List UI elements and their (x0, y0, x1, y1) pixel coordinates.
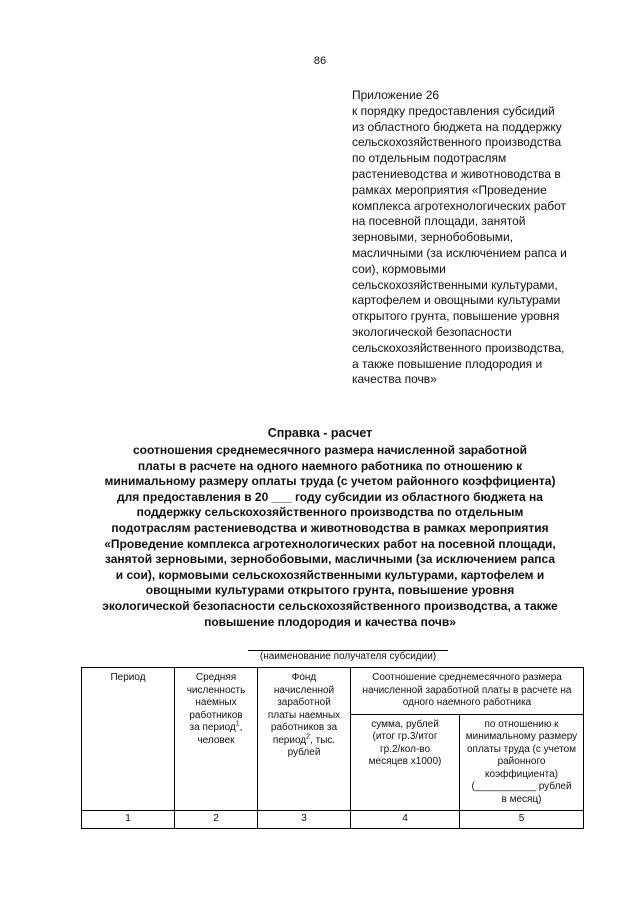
subtitle-line: для предоставления в 20 ___ году субсидии из областного бюджета на (117, 489, 543, 504)
subtitle-line: и сои), кормовыми сельскохозяйственными культурами, картофелем и (115, 567, 545, 582)
page-number: 86 (313, 55, 327, 67)
appendix-line: к порядку предоставления субсидий (352, 103, 555, 118)
calculation-table (81, 667, 584, 829)
header-avg-workers: Средняя численность наемных работников за период$^1$, человек (175, 668, 258, 811)
appendix-line: зерновыми, зернобобовыми, (352, 230, 514, 245)
header-salary-ratio-group: Соотношение среднемесячного размера начисленной заработной платы в расчете на одного наемного работника (351, 668, 584, 715)
column-number: 4 (351, 811, 460, 829)
appendix-line: качества почв» (352, 372, 437, 387)
subtitle-line: овощными культурами открытого грунта, повышение уровня (145, 583, 515, 598)
subtitle-line: платы в расчете на одного наемного работника по отношению к (137, 458, 523, 473)
appendix-line: Приложение 26 (352, 88, 440, 102)
appendix-line: масличными (за исключением рапса и (352, 245, 567, 260)
appendix-line: а также повышение плодородия и (352, 356, 543, 371)
appendix-header (352, 88, 612, 388)
appendix-line: комплекса агротехнологических работ (352, 198, 567, 213)
subtitle-line: повышение плодородия и качества почв» (204, 614, 456, 629)
table-column-numbers-row (82, 811, 584, 829)
subtitle-line: «Проведение комплекса агротехнологических работ на посевной площади, (104, 536, 556, 551)
appendix-line: на посевной площади, занятой (352, 214, 526, 229)
subtitle-line: минимальному размеру оплаты труда (с учетом районного коэффициента) (104, 474, 556, 489)
appendix-line: сельскохозяйственного производства, (352, 340, 565, 355)
appendix-line: рамках мероприятия «Проведение (352, 182, 547, 197)
appendix-line: картофелем и овощными культурами (352, 293, 561, 308)
appendix-line: сои), кормовыми (352, 261, 446, 276)
subtitle-line: занятой зерновыми, зернобобовыми, масличными (за исключением рапса (104, 552, 556, 567)
appendix-line: сельскохозяйственными культурами, (352, 277, 558, 292)
recipient-label: (наименование получателя субсидии) (259, 651, 437, 662)
header-period: Период (82, 668, 175, 811)
document-title: Справка - расчет (267, 426, 373, 440)
subtitle-line: подотраслям растениеводства и животноводства в рамках мероприятия (111, 520, 549, 535)
table-header-row (82, 668, 584, 715)
appendix-line: из областного бюджета на поддержку (352, 119, 562, 134)
subtitle-line: экологической безопасности сельскохозяйственного производства, а также (102, 598, 558, 613)
column-number: 2 (175, 811, 258, 829)
appendix-line: открытого грунта, повышение уровня (352, 309, 560, 324)
subtitle-line: поддержку сельскохозяйственного производства по отдельным (136, 505, 524, 520)
header-sum-rubles: сумма, рублей (итог гр.3/итог гр.2/кол-во месяцев х1000) (351, 714, 460, 811)
appendix-line: экологической безопасности (352, 324, 512, 339)
subtitle-line: соотношения среднемесячного размера начисленной заработной (132, 443, 528, 457)
column-number: 1 (82, 811, 175, 829)
header-ratio-to-minimum-wage: по отношению к минимальному размеру оплаты труда (с учетом районного коэффициента) (___________ рублей в месяц) (460, 714, 584, 811)
column-number: 5 (460, 811, 584, 829)
appendix-line: по отдельным подотраслям (352, 151, 507, 166)
document-subtitle (60, 443, 600, 630)
column-number: 3 (258, 811, 351, 829)
appendix-line: растениеводства и животноводства в (352, 166, 561, 181)
header-payroll-fund: Фонд начисленной заработной платы наемных работников за период$^2$, тыс. рублей (258, 668, 351, 811)
appendix-line: сельскохозяйственного производства (352, 135, 562, 150)
